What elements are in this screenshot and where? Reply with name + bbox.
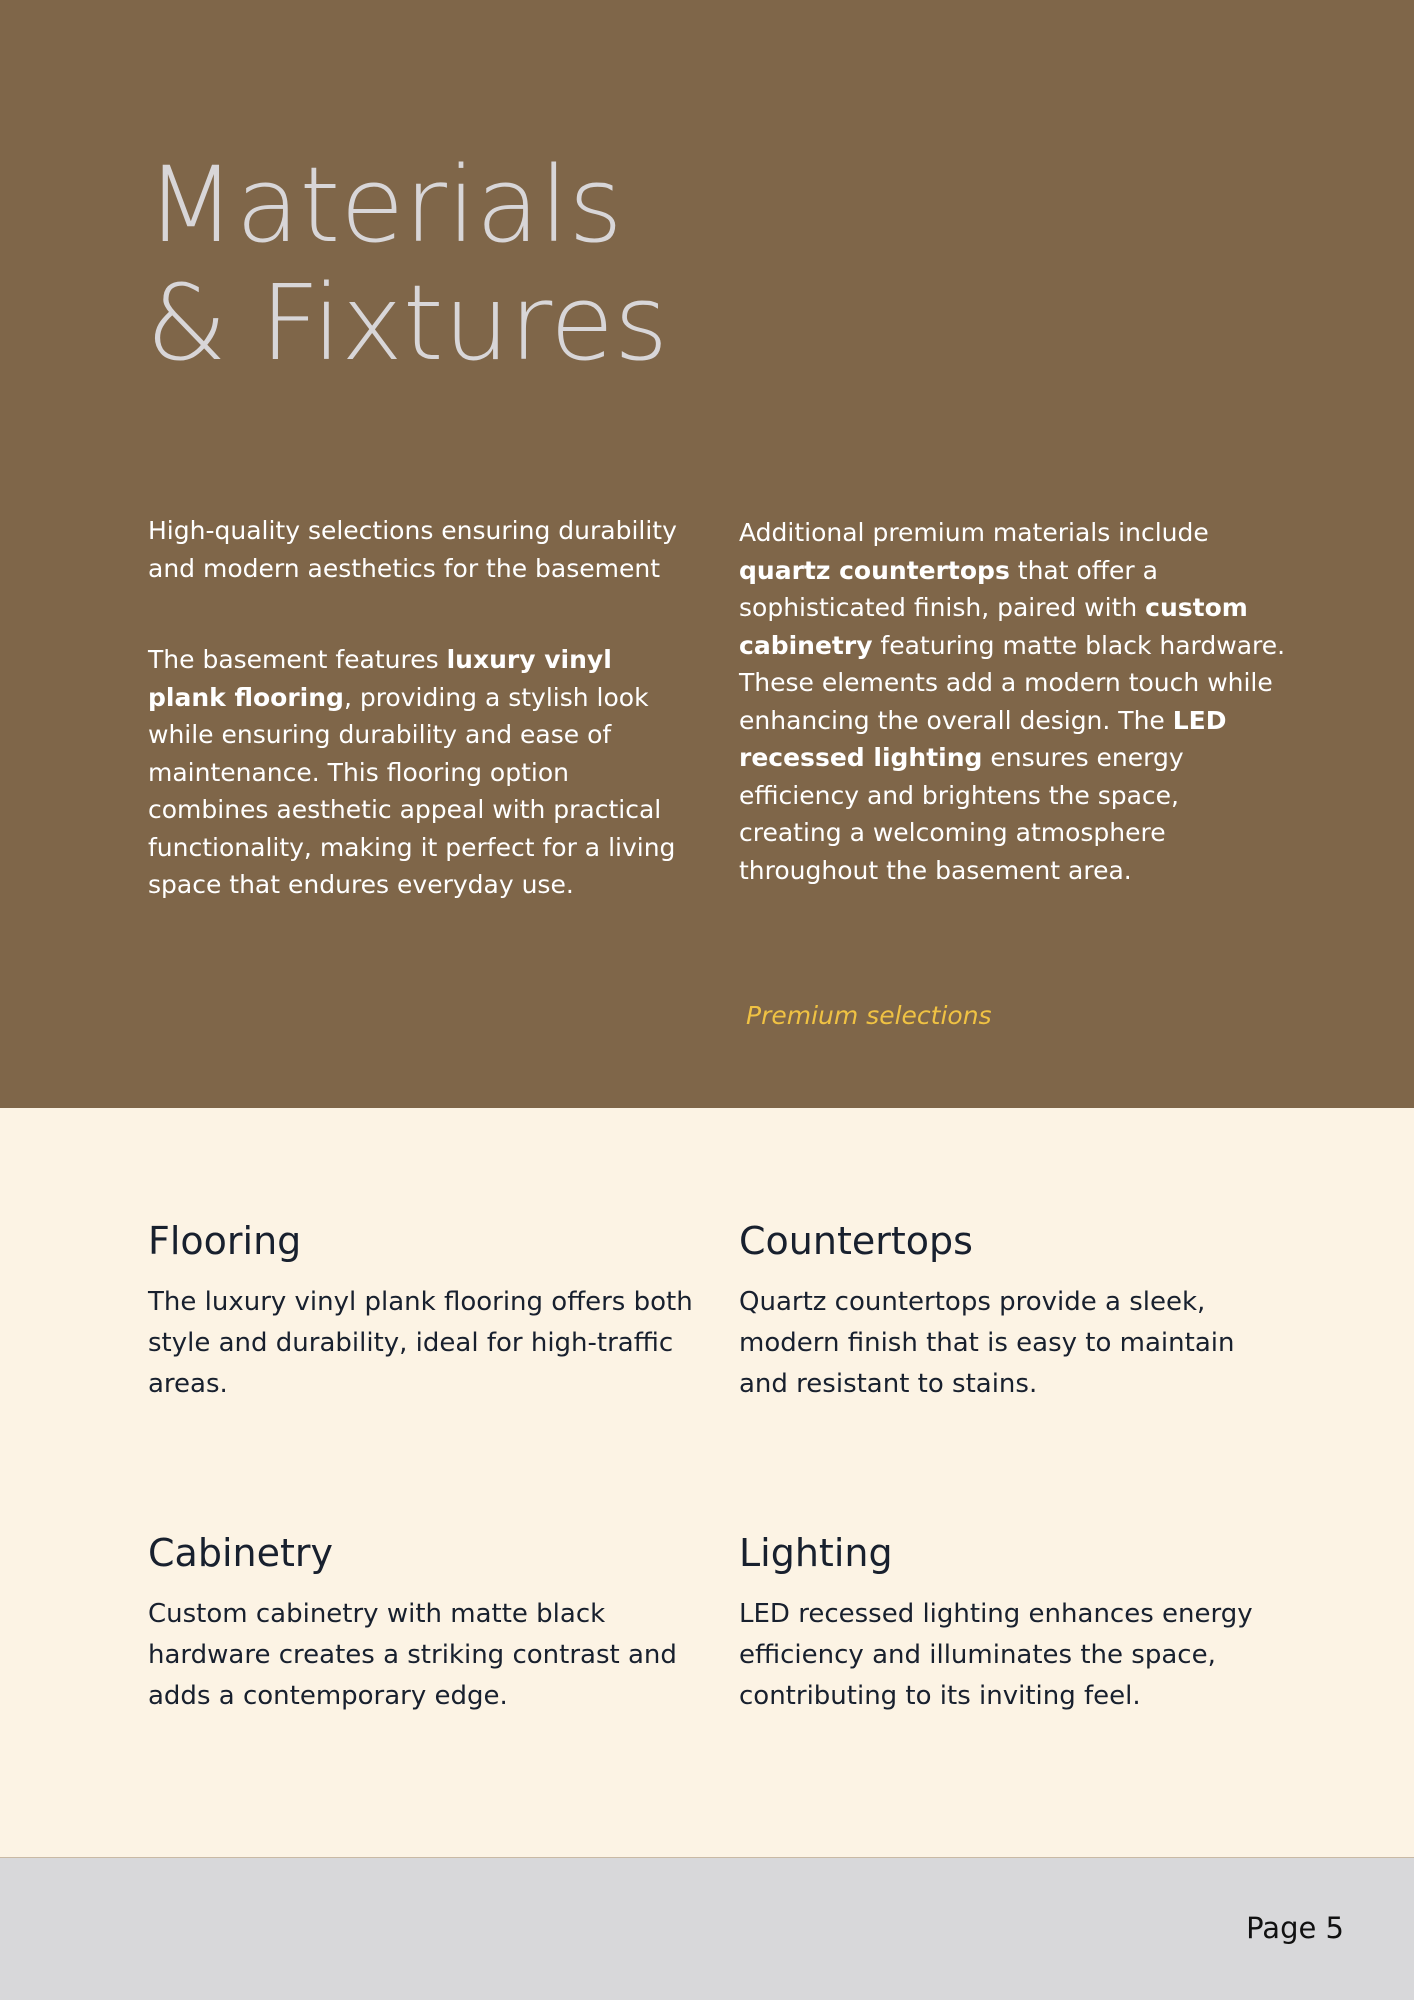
feature-lighting — [739, 1528, 1287, 1717]
left-paragraph-bold: luxury vinyl plank flooring — [148, 645, 612, 712]
feature-text: Custom cabinetry with matte black hardware creates a striking contrast and adds a contemporary edge. — [148, 1599, 677, 1711]
tagline: Premium selections — [746, 1001, 992, 1030]
page-title — [146, 146, 846, 382]
feature-title: Lighting — [739, 1531, 893, 1575]
left-paragraph-text: , providing a stylish look while ensuring durability and ease of maintenance. This flooring option combines aesthetic appeal with practical functionality, making it perfect for a living space that endures everyday use. — [148, 682, 676, 899]
right-paragraph-bold: custom cabinetry — [739, 593, 1248, 660]
left-paragraph-text: The basement features — [148, 645, 447, 674]
features-section — [0, 1108, 1414, 1858]
page-footer — [0, 1858, 1414, 2000]
feature-countertops — [739, 1216, 1287, 1405]
right-paragraph-bold: LED recessed lighting — [739, 705, 1227, 772]
page-title-line-1: Materials — [146, 144, 623, 266]
intro-text: High-quality selections ensuring durability and modern aesthetics for the basement — [148, 516, 677, 583]
feature-title: Countertops — [739, 1219, 973, 1263]
right-paragraph-text: Additional premium materials include — [739, 518, 1209, 547]
feature-cabinetry — [148, 1528, 696, 1717]
feature-text: LED recessed lighting enhances energy efficiency and illuminates the space, contributing to its inviting feel. — [739, 1599, 1253, 1711]
feature-flooring — [148, 1216, 696, 1405]
right-column — [739, 514, 1287, 889]
feature-title: Flooring — [148, 1219, 302, 1263]
right-paragraph-bold: quartz countertops — [739, 555, 1010, 585]
left-paragraph — [148, 641, 696, 904]
page-number: Page 5 — [1246, 1911, 1344, 1945]
right-paragraph — [739, 514, 1287, 889]
right-paragraph-text: featuring matte black hardware. These elements add a modern touch while enhancing the overall design. The — [739, 630, 1286, 735]
page-title-line-2: & Fixtures — [146, 262, 669, 384]
right-paragraph-text: that offer a sophisticated finish, paired with — [739, 555, 1158, 622]
left-column — [148, 512, 696, 904]
feature-text: Quartz countertops provide a sleek, modern finish that is easy to maintain and resistant to stains. — [739, 1287, 1235, 1399]
right-paragraph-text: ensures energy efficiency and brightens the space, creating a welcoming atmosphere throughout the basement area. — [739, 743, 1184, 885]
feature-title: Cabinetry — [148, 1531, 333, 1575]
feature-text: The luxury vinyl plank flooring offers both style and durability, ideal for high-traffic areas. — [148, 1287, 693, 1399]
